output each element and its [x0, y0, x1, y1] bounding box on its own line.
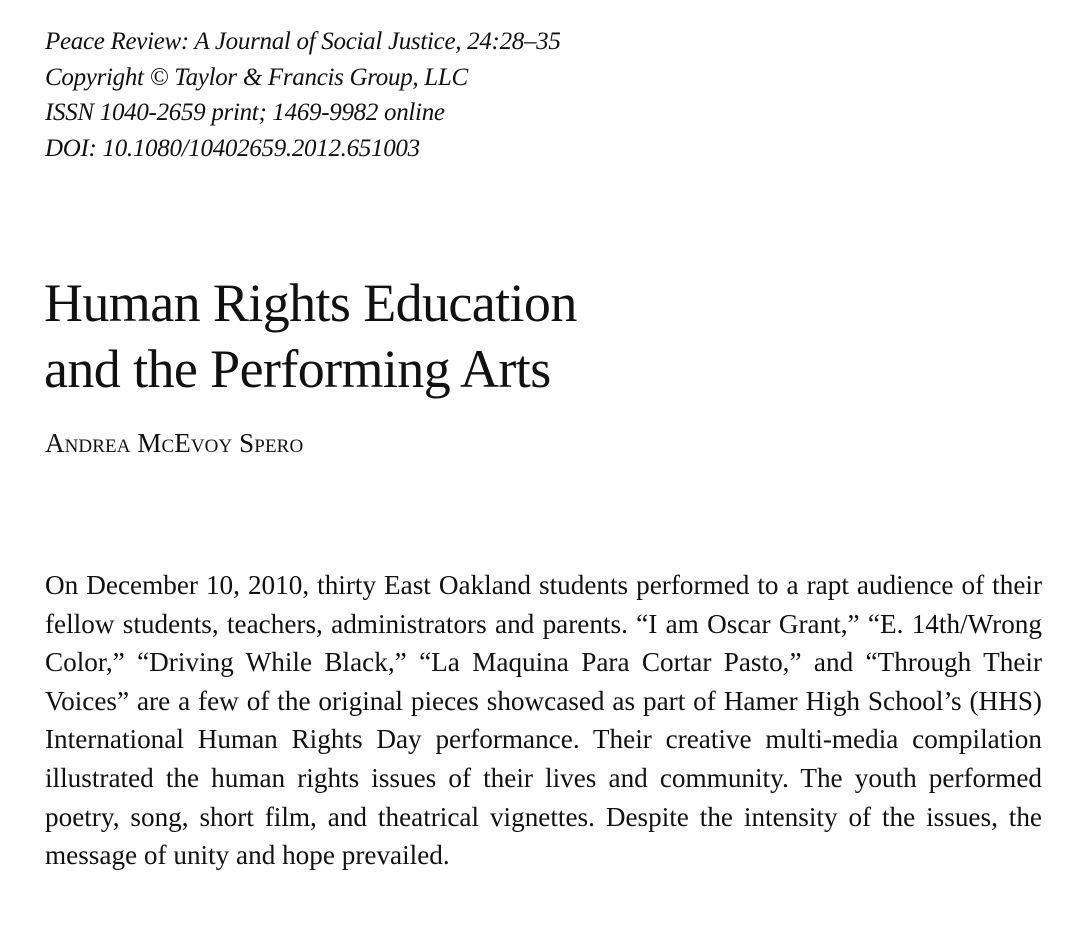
article-title: [44, 270, 577, 402]
journal-citation: Peace Review: A Journal of Social Justice, 24:28–35: [45, 28, 561, 55]
journal-doi: DOI: 10.1080/10402659.2012.651003: [45, 134, 420, 162]
article-title-line-1: Human Rights Education: [44, 273, 577, 333]
body-paragraph: On December 10, 2010, thirty East Oakland students performed to a rapt audience of their fellow students, teachers, administrators and parents. “I am Oscar Grant,” “E. 14th/Wrong Color,” “Driving While Black,” “La Maquina Para Cortar Pasto,” and “Through Their Voices” are a few of the original pieces showcased as part of Hamer High School’s (HHS) International Human Rights Day performance. Their creative multi-media compilation illustrated the human rights issues of their lives and community. The youth performed poetry, song, short film, and theatrical vignettes. Despite the intensity of the issues, the message of unity and hope prevailed.: [45, 570, 1042, 871]
article-author: Andrea McEvoy Spero: [45, 428, 304, 458]
journal-issn: ISSN 1040-2659 print; 1469-9982 online: [45, 99, 445, 126]
journal-copyright: Copyright © Taylor & Francis Group, LLC: [45, 63, 468, 91]
journal-metadata: [45, 24, 561, 166]
article-title-line-2: and the Performing Arts: [44, 339, 551, 399]
